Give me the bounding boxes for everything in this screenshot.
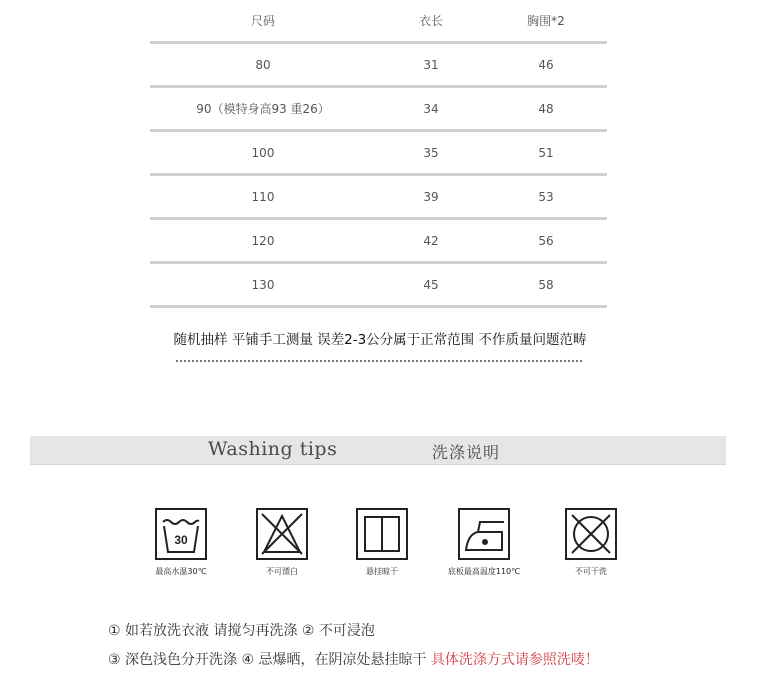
chest-cell: 53	[538, 189, 554, 204]
length-cell: 45	[423, 277, 439, 292]
chest-cell: 51	[538, 145, 554, 160]
length-cell: 31	[423, 57, 439, 72]
wash-30-label: 最高水温30℃	[155, 567, 207, 576]
iron-110-icon	[458, 508, 510, 560]
table-row	[150, 176, 607, 220]
care-label-reminder: 具体洗涤方式请参照洗唛！	[430, 652, 599, 668]
table-row	[150, 264, 607, 308]
header-length: 衣长	[418, 14, 443, 28]
length-cell: 42	[423, 233, 439, 248]
no-dry-clean-icon	[565, 508, 617, 560]
svg-text:30: 30	[174, 533, 188, 547]
chest-cell: 56	[538, 233, 554, 248]
table-row	[150, 220, 607, 264]
washing-title-cn: 洗涤说明	[432, 443, 501, 462]
chest-cell: 48	[538, 101, 554, 116]
washing-title-en: Washing tips	[208, 438, 338, 460]
chest-cell: 58	[538, 277, 554, 292]
header-chest: 胸围*2	[527, 14, 565, 28]
size-cell: 110	[251, 189, 275, 204]
table-row	[150, 44, 607, 88]
size-cell: 90（模特身高93 重26）	[196, 102, 330, 116]
wash-30-icon	[155, 508, 207, 560]
size-cell: 130	[251, 277, 275, 292]
size-table	[150, 0, 607, 308]
header-size: 尺码	[250, 14, 275, 28]
table-row	[150, 88, 607, 132]
hang-dry-icon	[356, 508, 408, 560]
washing-instruction-line-1: ① 如若放洗衣液 请搅匀再洗涤 ② 不可浸泡	[108, 623, 375, 639]
no-bleach-icon	[256, 508, 308, 560]
no-bleach-label: 不可漂白	[266, 567, 298, 576]
washing-instruction-line-2	[108, 649, 599, 669]
no-dry-clean-label: 不可干洗	[575, 567, 607, 576]
chest-cell: 46	[538, 57, 554, 72]
instruction-text: ③ 深色浅色分开洗涤 ④ 忌爆晒，在阴凉处悬挂晾干	[108, 652, 431, 668]
table-row	[150, 132, 607, 176]
washing-tips-banner	[30, 436, 726, 465]
size-cell: 120	[251, 233, 275, 248]
length-cell: 35	[423, 145, 439, 160]
table-header-row	[150, 0, 607, 44]
hang-dry-label: 悬挂晾干	[366, 567, 398, 576]
size-cell: 80	[255, 57, 271, 72]
iron-110-label: 底板最高温度110℃	[447, 567, 521, 576]
length-cell: 34	[423, 101, 439, 116]
length-cell: 39	[423, 189, 439, 204]
size-cell: 100	[251, 145, 275, 160]
measurement-note: 随机抽样 平铺手工测量 误差2-3公分属于正常范围 不作质量问题范畴	[173, 332, 587, 348]
dotted-divider	[176, 360, 582, 362]
